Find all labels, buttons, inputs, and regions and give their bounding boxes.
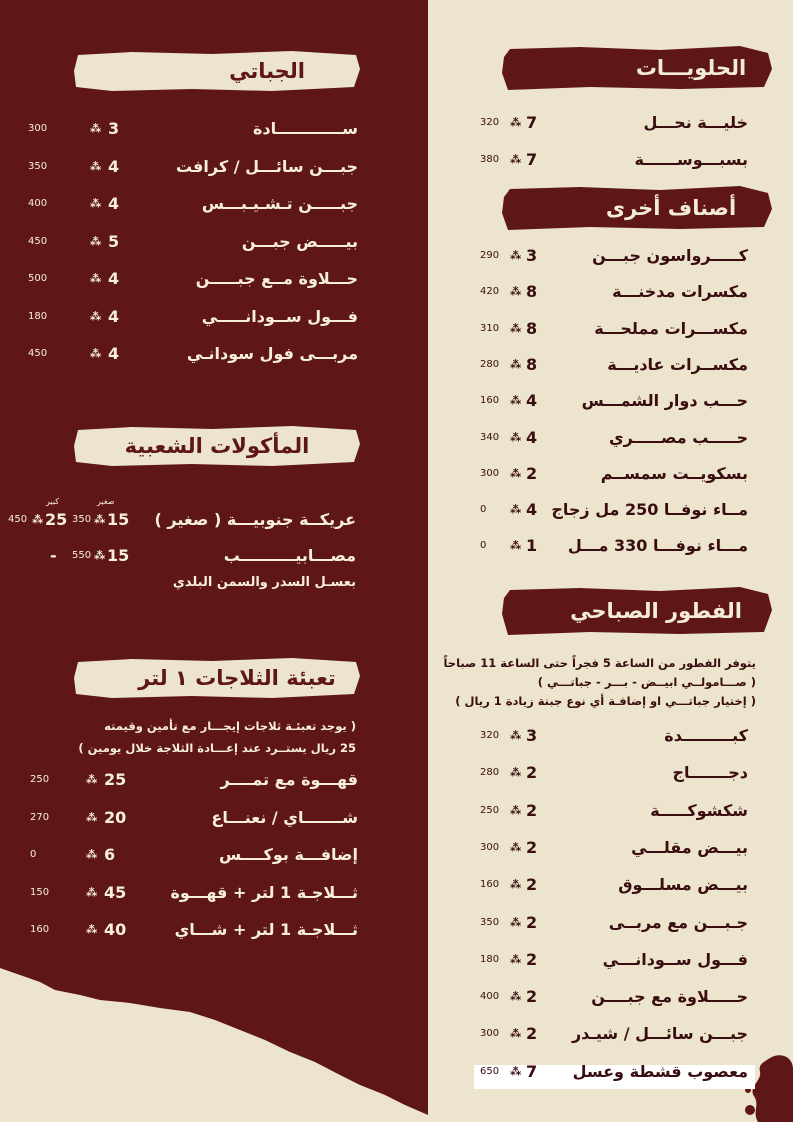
item-name: فـــول ســودانـــــي <box>201 306 358 326</box>
price-value: 2 <box>526 1024 538 1044</box>
item-name: جبـــن سائـــل / شيـدر <box>571 1024 748 1044</box>
calories-value: 400 <box>28 198 48 209</box>
price-small: 15 <box>107 546 130 565</box>
price-value: 2 <box>526 800 538 820</box>
item-name: ثـــلاجـة 1 لتر + قهـــوة <box>170 882 358 902</box>
currency-icon: ⁂ <box>90 122 102 135</box>
currency-icon: ⁂ <box>510 1027 522 1041</box>
list-item <box>480 801 748 829</box>
list-item <box>480 913 748 941</box>
price-value: 2 <box>526 912 538 932</box>
item-name: معصوب قشطة وعسل <box>572 1061 748 1081</box>
price-value: 2 <box>526 949 538 969</box>
calories-value: 280 <box>480 767 500 779</box>
currency-icon: ⁂ <box>510 503 522 517</box>
price-large: 25 <box>45 510 68 529</box>
item-name: شـــــــاي / نعنـــاع <box>211 807 358 827</box>
calories-value: 300 <box>480 841 500 853</box>
fridge-note-line2: 25 ريال يستــرد عند إعـــادة الثلاجة خلال يومين ) <box>78 741 356 755</box>
price-value: 4 <box>108 344 120 363</box>
calories-value: 320 <box>480 730 500 741</box>
calories-value: 300 <box>480 1028 500 1040</box>
list-item <box>480 726 748 754</box>
currency-icon: ⁂ <box>86 885 98 899</box>
item-name: مصـــابيــــــــــب <box>223 546 356 565</box>
list-item <box>480 428 748 456</box>
currency-icon: ⁂ <box>510 878 522 892</box>
list-item <box>480 950 748 978</box>
calories-value: 150 <box>30 886 50 898</box>
price-value: 40 <box>104 920 127 939</box>
list-item <box>480 150 748 178</box>
section-header-breakfast <box>500 586 772 636</box>
item-name: كبـــــــــدة <box>664 726 748 745</box>
list-item <box>480 536 748 564</box>
price-value: 5 <box>108 231 120 251</box>
currency-icon: ⁂ <box>510 430 522 444</box>
currency-icon: ⁂ <box>510 803 522 817</box>
item-name: فـــول ســودانـــي <box>602 949 748 969</box>
item-name: حـــلاوة مــع جبـــــن <box>195 269 358 288</box>
price-value: 4 <box>108 269 120 288</box>
calories-value: 160 <box>480 395 500 407</box>
item-name: شكشوكـــــة <box>650 800 748 820</box>
calories-value: 650 <box>480 1065 500 1077</box>
list-item <box>30 883 358 911</box>
list-item <box>8 510 356 538</box>
price-value: 2 <box>526 875 538 895</box>
popular-note: بعسـل السدر والسمن البلدي <box>172 575 356 590</box>
breakfast-note-line3: ( إختيار جباتـــي او إضافـة أي نوع جبنة زيادة 1 ريال ) <box>455 694 756 708</box>
price-value: 2 <box>526 763 538 783</box>
currency-icon: ⁂ <box>90 272 102 285</box>
list-item <box>28 307 358 335</box>
currency-icon: ⁂ <box>510 466 522 480</box>
price-value: 2 <box>526 837 538 857</box>
calories-value: 300 <box>480 467 500 479</box>
size-label-large: كبير <box>46 497 60 506</box>
list-item <box>480 1024 748 1052</box>
item-name: مكســـرات مملحـــة <box>594 318 748 338</box>
price-value: 7 <box>526 1061 538 1081</box>
section-title: الحلويـــات <box>635 56 747 80</box>
item-name: قهـــوة مع تمــــر <box>220 770 358 789</box>
item-name: ثـــلاجـة 1 لتر + شـــاي <box>174 920 358 939</box>
list-item <box>480 464 748 492</box>
calories-value: 0 <box>480 504 487 516</box>
calories-value: 280 <box>480 358 500 370</box>
currency-icon: ⁂ <box>510 321 522 335</box>
breakfast-note-line1: يتوفر الفطور من الساعة 5 فجراً حتى الساعة 11 صباحاً <box>443 656 756 670</box>
calories-value: 400 <box>480 991 500 1003</box>
calories-value: 450 <box>28 348 48 359</box>
list-item <box>30 770 358 798</box>
price-value: 20 <box>104 807 127 827</box>
price-value: 4 <box>526 427 538 447</box>
currency-icon: ⁂ <box>510 285 522 299</box>
calories-value: 0 <box>30 849 37 860</box>
price-value: 25 <box>104 770 127 789</box>
list-item <box>28 119 358 147</box>
calories-value: 420 <box>480 286 500 298</box>
item-name: مكســرات عاديـــة <box>607 354 748 374</box>
currency-icon: ⁂ <box>510 729 522 742</box>
item-name: بيـــــض جبـــن <box>241 231 358 251</box>
price-value: 45 <box>104 882 127 902</box>
price-value: 4 <box>526 391 538 411</box>
item-name: حـــــب مصـــــري <box>608 427 748 447</box>
section-header-sweets <box>500 45 772 91</box>
calories-value: 300 <box>28 123 48 134</box>
list-item <box>480 246 748 274</box>
list-item <box>28 344 358 372</box>
price-value: 3 <box>108 119 120 138</box>
list-item <box>480 113 748 141</box>
calories-value: 180 <box>28 310 48 322</box>
item-name: مــاء نوفــا 250 مل زجاج <box>551 500 748 520</box>
calories-value: 160 <box>480 879 500 891</box>
price-value: 1 <box>526 536 538 556</box>
list-item <box>480 1062 748 1090</box>
list-item <box>28 157 358 185</box>
currency-icon: ⁂ <box>510 766 522 780</box>
price-value: 3 <box>526 726 538 745</box>
calories-value: 160 <box>30 924 50 935</box>
section-header-popular <box>72 424 362 468</box>
currency-icon: ⁂ <box>510 1064 522 1078</box>
item-name: خليـــة نحـــل <box>643 113 748 132</box>
currency-icon: ⁂ <box>86 810 98 824</box>
currency-icon: ⁂ <box>90 159 102 173</box>
currency-icon: ⁂ <box>94 513 106 526</box>
price-value: 6 <box>104 845 116 864</box>
section-header-jabati <box>72 49 362 93</box>
item-name: جبـــن سائـــل / كرافت <box>175 156 358 176</box>
section-title: الجباتي <box>229 59 305 83</box>
item-name: ســــــــــــادة <box>252 119 358 138</box>
price-value: 8 <box>526 282 538 302</box>
list-item <box>480 838 748 866</box>
price-value: 2 <box>526 463 538 483</box>
item-name: مكسرات مدخنـــة <box>612 282 748 302</box>
price-value: 3 <box>526 246 538 265</box>
list-item <box>30 920 358 948</box>
calories-value: 270 <box>30 811 50 823</box>
currency-icon: ⁂ <box>90 347 102 360</box>
currency-icon: ⁂ <box>510 840 522 854</box>
price-value: 8 <box>526 354 538 374</box>
currency-icon: ⁂ <box>86 848 98 861</box>
list-item <box>480 355 748 383</box>
list-item <box>30 845 358 873</box>
currency-icon: ⁂ <box>32 513 44 526</box>
calories-value: 180 <box>480 953 500 965</box>
currency-icon: ⁂ <box>510 249 522 262</box>
list-item <box>480 319 748 347</box>
currency-icon: ⁂ <box>510 153 522 166</box>
item-name: مربـــى فول سودانـي <box>186 344 358 363</box>
list-item <box>28 269 358 297</box>
currency-icon: ⁂ <box>510 952 522 966</box>
currency-icon: ⁂ <box>90 309 102 323</box>
calories-value: 450 <box>28 235 48 247</box>
list-item <box>480 500 748 528</box>
breakfast-note-line2: ( صـــامولــي ابيــض - بـــر - جباتـــي ) <box>537 675 756 689</box>
item-name: جبـــــن تـشـيـبـــس <box>201 194 358 213</box>
calories-value: 250 <box>30 774 50 785</box>
size-label-small: صغير <box>97 497 115 506</box>
price-value: 7 <box>526 150 538 169</box>
section-header-others <box>500 185 772 231</box>
list-item <box>30 808 358 836</box>
price-value: 4 <box>526 500 538 520</box>
calories-value: 380 <box>480 154 500 165</box>
currency-icon: ⁂ <box>90 234 102 248</box>
price-value: 4 <box>108 194 120 213</box>
item-name: كـــــرواسون جبـــن <box>592 246 748 265</box>
currency-icon: ⁂ <box>510 915 522 929</box>
calories-large: 450 <box>8 514 28 525</box>
price-value: 8 <box>526 318 538 338</box>
section-header-fridge <box>72 656 362 700</box>
list-item <box>480 763 748 791</box>
list-item <box>8 546 356 574</box>
item-name: حـــــلاوة مع جبــــن <box>591 987 748 1007</box>
item-name: حـــب دوار الشمـــس <box>581 391 748 411</box>
item-name: بسكويــت سمســم <box>600 463 748 483</box>
item-name: بسبـــوســــــة <box>634 150 748 169</box>
calories-value: 350 <box>480 916 500 928</box>
calories-value: 500 <box>28 273 48 284</box>
calories-value: 310 <box>480 322 500 334</box>
calories-value: 0 <box>480 540 487 552</box>
calories-value: 250 <box>480 804 500 816</box>
calories-value: 350 <box>28 160 48 172</box>
item-name: مـــاء نوفـــا 330 مـــل <box>567 536 748 556</box>
currency-icon: ⁂ <box>510 394 522 408</box>
item-name: بيـــض مسلـــوق <box>618 875 748 895</box>
currency-icon: ⁂ <box>86 923 98 936</box>
price-value: 4 <box>108 306 120 326</box>
item-name: إضافـــة بوكــــس <box>219 845 358 864</box>
section-title: المأكولات الشعبية <box>124 434 310 458</box>
section-title: أصناف أخرى <box>605 196 737 220</box>
currency-icon: ⁂ <box>90 197 102 210</box>
item-name: جـبـــن مع مربــى <box>608 912 748 932</box>
calories-value: 340 <box>480 431 500 443</box>
list-item <box>480 282 748 310</box>
calories-value: 320 <box>480 117 500 128</box>
section-title: الفطور الصباحي <box>570 599 742 623</box>
price-large: - <box>50 546 57 565</box>
price-small: 15 <box>107 510 130 529</box>
currency-icon: ⁂ <box>510 116 522 129</box>
list-item <box>480 391 748 419</box>
calories-value: 290 <box>480 250 500 261</box>
list-item <box>28 194 358 222</box>
currency-icon: ⁂ <box>510 539 522 553</box>
calories-small: 550 <box>72 550 92 561</box>
currency-icon: ⁂ <box>94 549 106 562</box>
fridge-note-line1: ( يوجد تعبئـة ثلاجات إيجـــار مع تأمين وقيمته <box>104 719 356 733</box>
item-name: بيـــض مقلـــي <box>631 837 748 857</box>
currency-icon: ⁂ <box>510 990 522 1004</box>
item-name: عريكــة جنوبيـــة ( صغير ) <box>154 510 356 529</box>
item-name: دجـــــــاج <box>672 763 748 783</box>
currency-icon: ⁂ <box>86 773 98 786</box>
section-title: تعبئة الثلاجات ١ لتر <box>138 666 336 690</box>
price-value: 7 <box>526 113 538 132</box>
list-item <box>28 232 358 260</box>
currency-icon: ⁂ <box>510 357 522 371</box>
list-item <box>480 875 748 903</box>
calories-small: 350 <box>72 514 92 525</box>
list-item <box>480 987 748 1015</box>
price-value: 4 <box>108 156 120 176</box>
price-value: 2 <box>526 987 538 1007</box>
